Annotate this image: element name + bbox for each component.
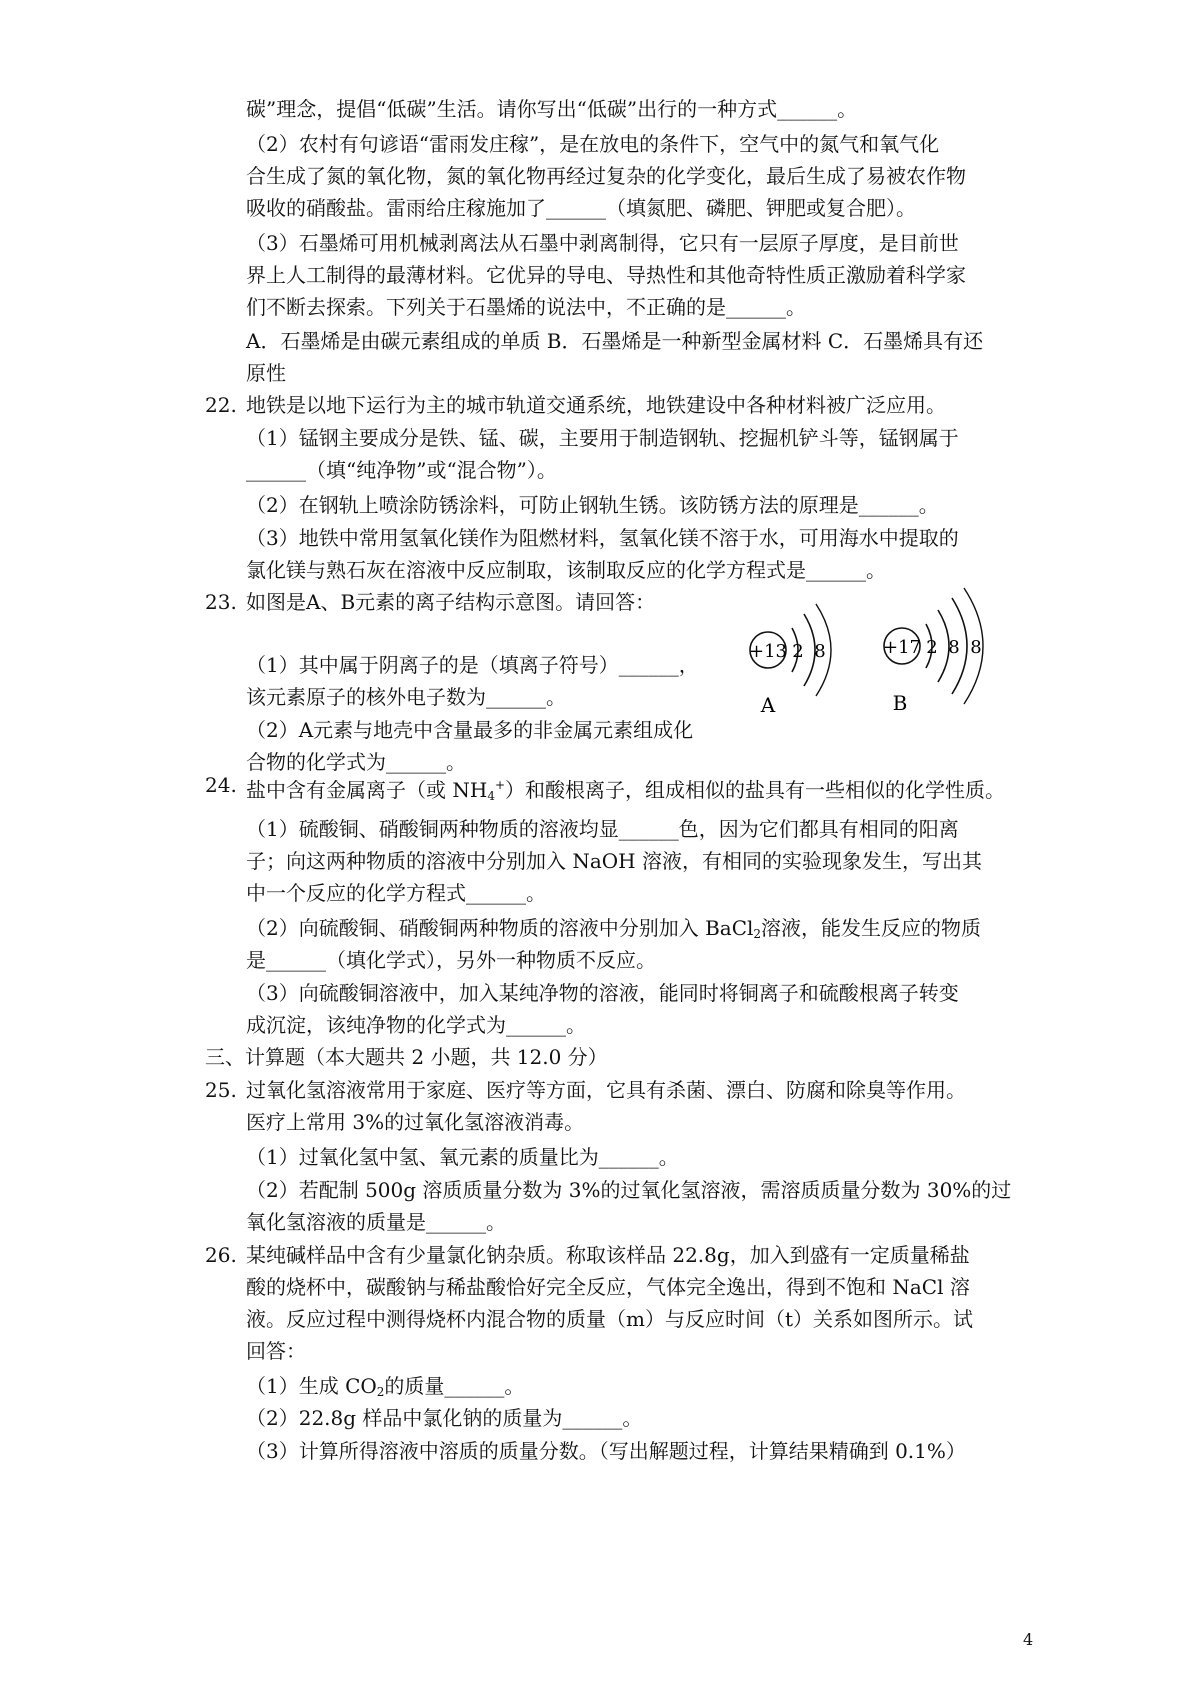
co2-line xyxy=(246,1372,524,1406)
text-segment: 溶液，能发生反应的物质 xyxy=(761,916,982,940)
text-line: 吸收的硝酸盐。雷雨给庄稼施加了______（填氮肥、磷肥、钾肥或复合肥）。 xyxy=(246,196,916,220)
text-line: 子；向这两种物质的溶液中分别加入 NaOH 溶液，有相同的实验现象发生，写出其 xyxy=(246,849,982,873)
text-line: （2）农村有句谚语“雷雨发庄稼”，是在放电的条件下，空气中的氮气和氧气化 xyxy=(246,132,940,156)
text-line: （3）石墨烯可用机械剥离法从石墨中剥离制得，它只有一层原子厚度，是目前世 xyxy=(246,231,959,255)
text-line: 地铁是以地下运行为主的城市轨道交通系统，地铁建设中各种材料被广泛应用。 xyxy=(246,393,946,417)
text-line: ______（填“纯净物”或“混合物”）。 xyxy=(246,458,557,482)
text-line: 中一个反应的化学方程式______。 xyxy=(246,881,546,905)
a-electrons-2: 8 xyxy=(814,641,826,662)
a-electrons-1: 2 xyxy=(792,641,804,662)
a-nucleus-charge: +13 xyxy=(749,641,787,662)
text-line: （3）向硫酸铜溶液中，加入某纯净物的溶液，能同时将铜离子和硫酸根离子转变 xyxy=(246,981,959,1005)
text-segment: 盐中含有金属离子（或 NH xyxy=(246,778,488,802)
text-line: 某纯碱样品中含有少量氯化钠杂质。称取该样品 22.8g，加入到盛有一定质量稀盐 xyxy=(246,1243,970,1267)
text-line: （1）硫酸铜、硝酸铜两种物质的溶液均显______色，因为它们都具有相同的阳离 xyxy=(246,817,959,841)
text-line: 是______（填化学式），另外一种物质不反应。 xyxy=(246,948,656,972)
text-line: A．石墨烯是由碳元素组成的单质 B．石墨烯是一种新型金属材料 C．石墨烯具有还 xyxy=(246,329,984,353)
question-number: 25. xyxy=(205,1078,237,1102)
text-line: 过氧化氢溶液常用于家庭、医疗等方面，它具有杀菌、漂白、防腐和除臭等作用。 xyxy=(246,1078,966,1102)
text-line: （2）在钢轨上喷涂防锈涂料，可防止钢轨生锈。该防锈方法的原理是______。 xyxy=(246,493,939,517)
text-line: （3）计算所得溶液中溶质的质量分数。（写出解题过程，计算结果精确到 0.1%） xyxy=(246,1439,966,1463)
text-line: 原性 xyxy=(246,361,286,385)
superscript: + xyxy=(494,778,506,792)
text-line: 酸的烧杯中，碳酸钠与稀盐酸恰好完全反应，气体完全逸出，得到不饱和 NaCl 溶 xyxy=(246,1275,970,1299)
b-label: B xyxy=(892,691,908,715)
b-electrons-1: 2 xyxy=(926,637,938,658)
text-line: （1）过氧化氢中氢、氧元素的质量比为______。 xyxy=(246,1145,679,1169)
question-number: 23. xyxy=(205,590,237,614)
a-label: A xyxy=(760,693,776,717)
text-line: 合物的化学式为______。 xyxy=(246,750,466,774)
question-24-first-line xyxy=(205,771,237,799)
text-line: （2）22.8g 样品中氯化钠的质量为______。 xyxy=(246,1406,643,1430)
text-line: 们不断去探索。下列关于石墨烯的说法中，不正确的是______。 xyxy=(246,295,806,319)
text-line: 氧化氢溶液的质量是______。 xyxy=(246,1210,506,1234)
b-electrons-3: 8 xyxy=(970,637,982,658)
subscript: 2 xyxy=(376,1385,385,1399)
bacl2-line xyxy=(246,914,981,948)
text-line: 合生成了氮的氧化物，氮的氧化物再经过复杂的化学变化，最后生成了易被农作物 xyxy=(246,164,966,188)
ion-structure-diagram xyxy=(730,580,1010,740)
text-segment: （2）向硫酸铜、硝酸铜两种物质的溶液中分别加入 BaCl xyxy=(246,916,754,940)
text-line: （3）地铁中常用氢氧化镁作为阻燃材料，氢氧化镁不溶于水，可用海水中提取的 xyxy=(246,526,959,550)
question-24-text xyxy=(246,771,1005,810)
text-line: 液。反应过程中测得烧杯内混合物的质量（m）与反应时间（t）关系如图所示。试 xyxy=(246,1307,974,1331)
text-line: 如图是A、B元素的离子结构示意图。请回答： xyxy=(246,590,656,614)
question-number: 26. xyxy=(205,1243,237,1267)
text-line: 界上人工制得的最薄材料。它优异的导电、导热性和其他奇特性质正激励着科学家 xyxy=(246,263,966,287)
text-line: （1）其中属于阴离子的是（填离子符号）______， xyxy=(246,653,699,677)
question-number: 22. xyxy=(205,393,237,417)
text-line: 成沉淀，该纯净物的化学式为______。 xyxy=(246,1013,586,1037)
text-line: 医疗上常用 3%的过氧化氢溶液消毒。 xyxy=(246,1110,585,1134)
subscript: 2 xyxy=(753,927,762,941)
text-line: 氯化镁与熟石灰在溶液中反应制取，该制取反应的化学方程式是______。 xyxy=(246,558,886,582)
text-line: （2）A元素与地壳中含量最多的非金属元素组成化 xyxy=(246,718,694,742)
question-number: 24. xyxy=(205,773,237,797)
text-line: （2）若配制 500g 溶质质量分数为 3%的过氧化氢溶液，需溶质质量分数为 30%的过 xyxy=(246,1178,1012,1202)
ion-diagram-svg xyxy=(730,580,1010,740)
b-electrons-2: 8 xyxy=(948,637,960,658)
text-line: 回答： xyxy=(246,1339,306,1363)
text-line: 碳”理念，提倡“低碳”生活。请你写出“低碳”出行的一种方式______。 xyxy=(246,97,858,121)
text-line: 该元素原子的核外电子数为______。 xyxy=(246,685,566,709)
b-nucleus-charge: +17 xyxy=(883,637,921,658)
text-segment: ）和酸根离子，组成相似的盐具有一些相似的化学性质。 xyxy=(505,778,1006,802)
text-line: （1）锰钢主要成分是铁、锰、碳，主要用于制造钢轨、挖掘机铲斗等，锰钢属于 xyxy=(246,426,959,450)
page-number: 4 xyxy=(1023,1630,1034,1649)
text-segment: （1）生成 CO xyxy=(246,1374,377,1398)
subscript: 4 xyxy=(487,789,495,803)
text-segment: 的质量______。 xyxy=(384,1374,525,1398)
text-line: 三、计算题（本大题共 2 小题，共 12.0 分） xyxy=(205,1045,608,1069)
